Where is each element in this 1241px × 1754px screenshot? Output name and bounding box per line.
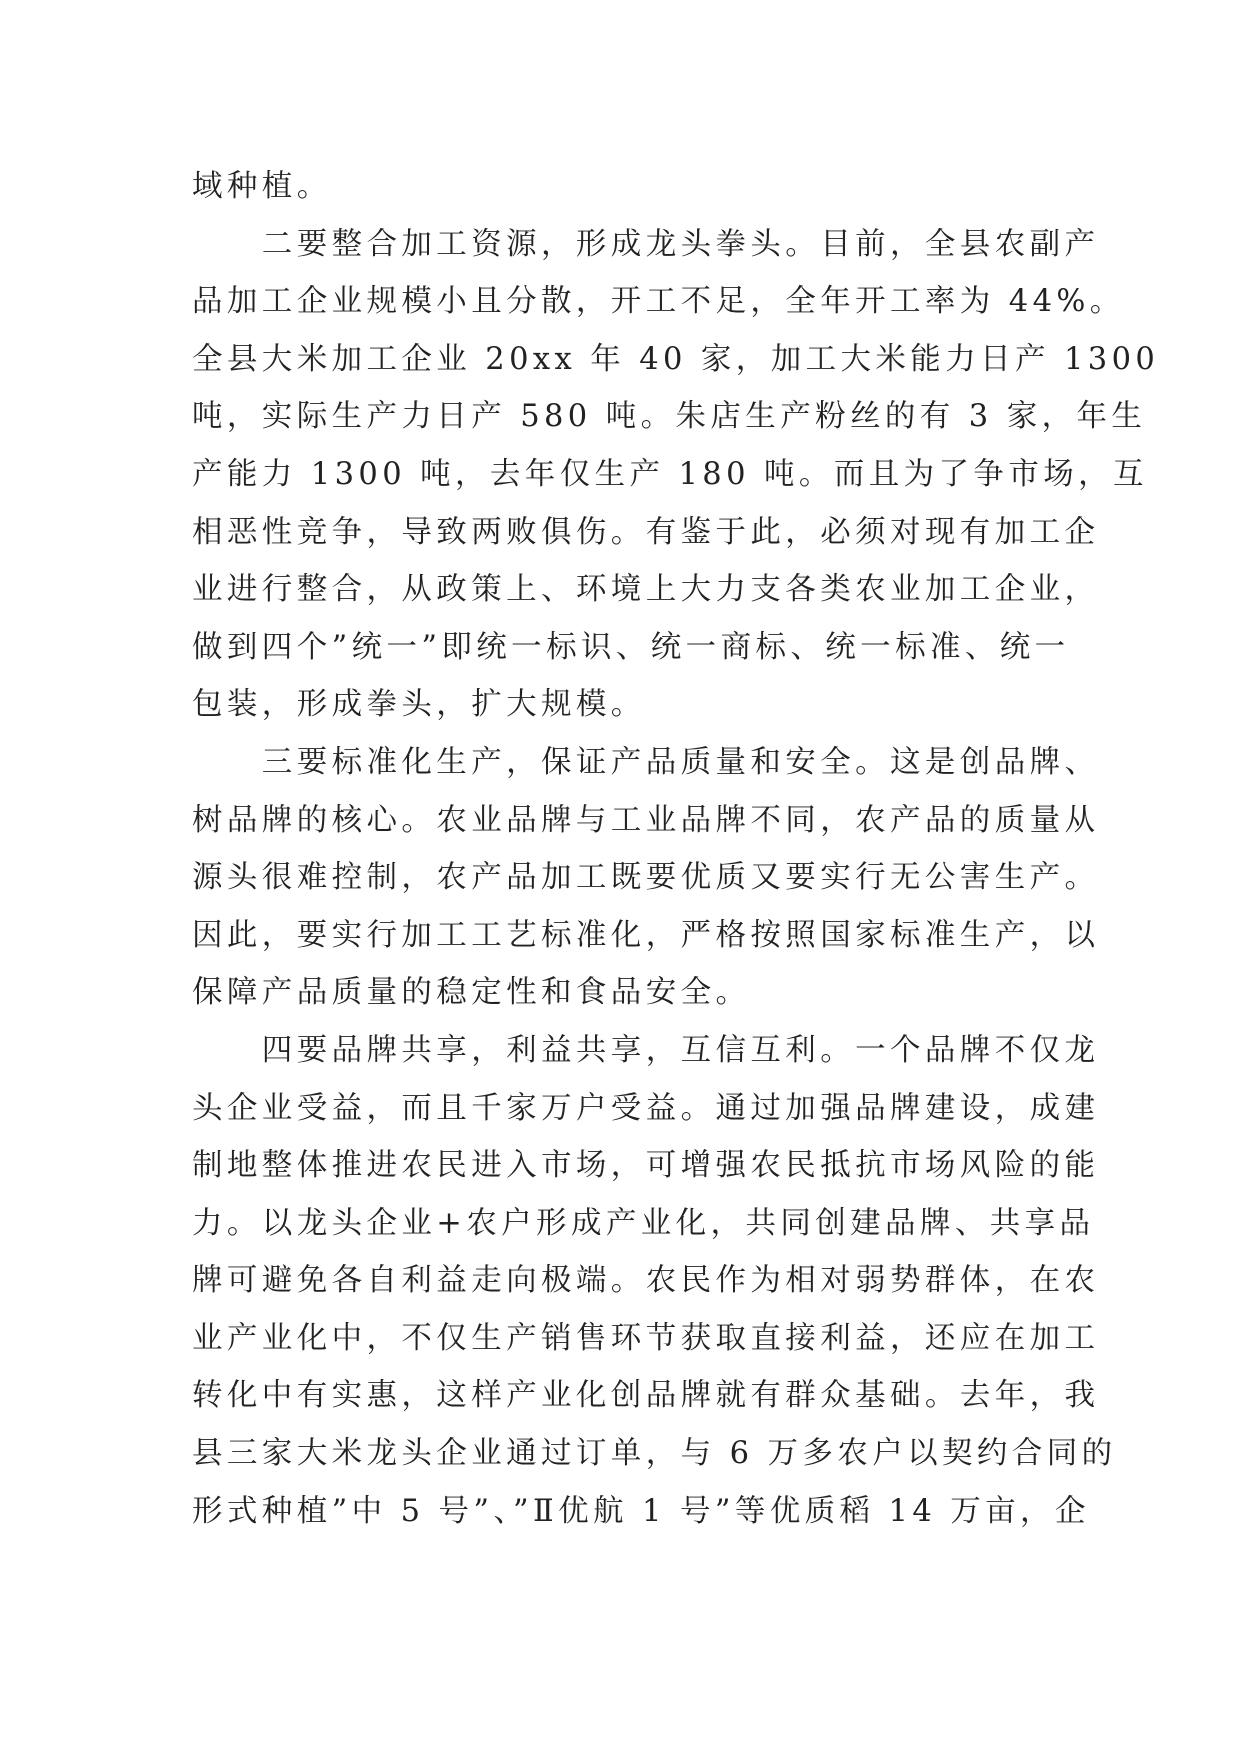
text-line: 做到四个”统一”即统一标识、统一商标、统一标准、统一: [192, 629, 1070, 665]
text-line: 二要整合加工资源，形成龙头拳头。目前，全县农副产: [192, 226, 1100, 262]
text-line: 制地整体推进农民进入市场，可增强农民抵抗市场风险的能: [192, 1148, 1100, 1184]
text-line: 域种植。: [192, 169, 332, 204]
text-line: 相恶性竞争，导致两败俱伤。有鉴于此，必须对现有加工企: [192, 514, 1100, 550]
text-line: 三要标准化生产，保证产品质量和安全。这是创品牌、: [192, 744, 1100, 780]
text-line: 牌可避免各自利益走向极端。农民作为相对弱势群体，在农: [192, 1263, 1100, 1299]
text-line: 产能力 1300 吨，去年仅生产 180 吨。而且为了争市场，互: [192, 456, 1148, 492]
text-line: 吨，实际生产力日产 580 吨。朱店生产粉丝的有 3 家，年生: [192, 399, 1147, 435]
text-line: 全县大米加工企业 20xx 年 40 家，加工大米能力日产 1300: [192, 341, 1160, 377]
document-body-text: [192, 158, 1160, 1540]
text-line: 树品牌的核心。农业品牌与工业品牌不同，农产品的质量从: [192, 802, 1100, 838]
text-line: 力。以龙头企业+农户形成产业化，共同创建品牌、共享品: [192, 1205, 1095, 1241]
text-line: 保障产品质量的稳定性和食品安全。: [192, 975, 751, 1011]
text-line: 头企业受益，而且千家万户受益。通过加强品牌建设，成建: [192, 1090, 1100, 1126]
text-line: 四要品牌共享，利益共享，互信互利。一个品牌不仅龙: [192, 1032, 1100, 1068]
text-line: 包装，形成拳头，扩大规模。: [192, 687, 646, 723]
text-line: 转化中有实惠，这样产业化创品牌就有群众基础。去年，我: [192, 1378, 1100, 1414]
text-line: 品加工企业规模小且分散，开工不足，全年开工率为 44%。: [192, 284, 1125, 320]
text-line: 源头很难控制，农产品加工既要优质又要实行无公害生产。: [192, 860, 1100, 896]
text-line: 业产业化中，不仅生产销售环节获取直接利益，还应在加工: [192, 1320, 1100, 1356]
text-line: 形式种植”中 5 号”、”Ⅱ优航 1 号”等优质稻 14 万亩，企: [192, 1493, 1090, 1529]
text-line: 因此，要实行加工工艺标准化，严格按照国家标准生产，以: [192, 917, 1100, 953]
text-line: 业进行整合，从政策上、环境上大力支各类农业加工企业，: [192, 572, 1100, 608]
text-line: 县三家大米龙头企业通过订单，与 6 万多农户以契约合同的: [192, 1436, 1117, 1472]
